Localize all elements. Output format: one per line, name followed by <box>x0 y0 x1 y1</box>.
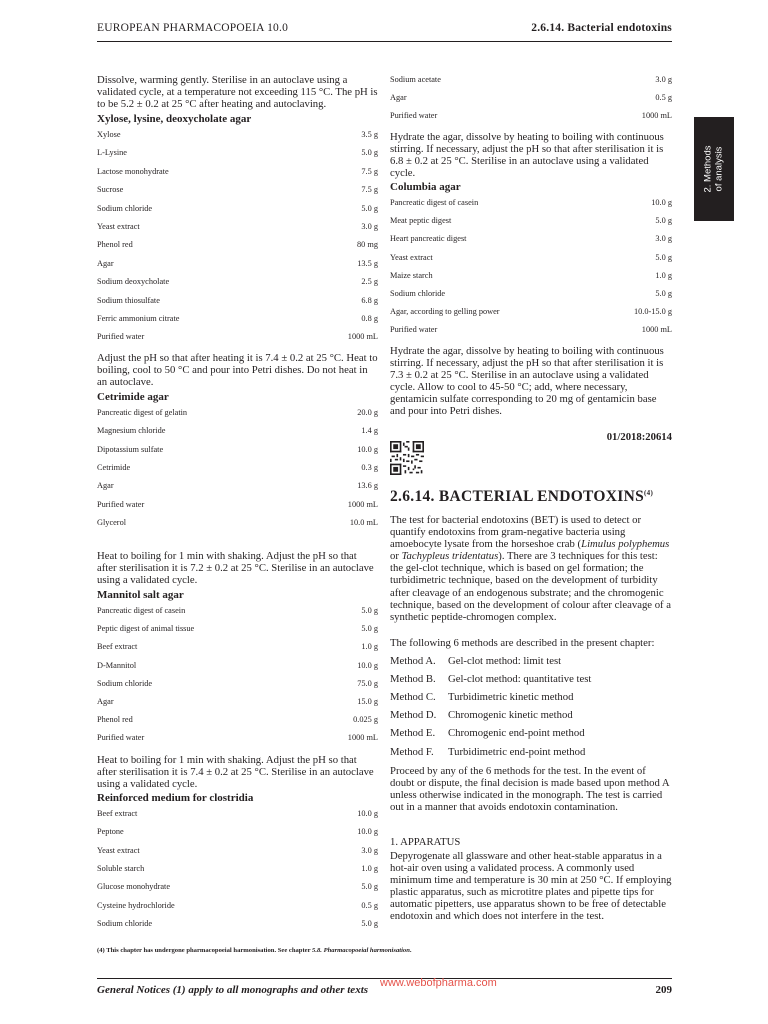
mannitol-salt-agar-heading: Mannitol salt agar <box>97 589 184 601</box>
mannitol-salt-agar-note: Heat to boiling for 1 min with shaking. Adjust the pH so that after sterilisation it is 7.4 ± 0.2 at 25 °C. Sterilise in an autoclave using a validated cycle. <box>97 754 374 791</box>
method-label: Method E. <box>390 727 436 740</box>
ingredient-name: Beef extract <box>97 642 138 652</box>
ingredient-amount: 0.5 g <box>361 900 378 910</box>
xld-agar-note: Adjust the pH so that after heating it is 7.4 ± 0.2 at 25 °C. Heat to boiling, cool to 50 °C and pour into Petri dishes. Do not heat in an autoclave. <box>97 352 378 389</box>
ingredient-amount: 15.0 g <box>357 697 378 706</box>
ingredient-amount: 1.0 g <box>361 642 378 652</box>
ingredient-amount: 10.0 g <box>357 660 378 670</box>
ingredient-amount: 1000 mL <box>641 111 672 121</box>
ingredient-name: Xylose <box>97 130 121 139</box>
general-notices-footer: General Notices (1) apply to all monographs and other texts <box>97 984 369 996</box>
columbia-agar-heading: Columbia agar <box>390 181 461 193</box>
ingredient-name: Purified water <box>390 325 438 335</box>
ingredient-amount: 5.0 g <box>361 918 378 928</box>
ingredient-name: Yeast extract <box>390 252 433 262</box>
section-side-tab <box>694 117 734 221</box>
ingredient-name: Phenol red <box>97 715 133 725</box>
ingredient-name: Yeast extract <box>97 222 140 231</box>
clostridia-medium-heading: Reinforced medium for clostridia <box>97 792 254 804</box>
ingredient-name: Maize starch <box>390 270 433 280</box>
ingredient-name: Dipotassium sulfate <box>97 444 164 454</box>
ingredient-name: Peptone <box>97 827 124 837</box>
ingredient-amount: 0.8 g <box>361 314 378 323</box>
ingredient-name: Yeast extract <box>97 845 140 855</box>
ingredient-name: Soluble starch <box>97 863 145 873</box>
ingredient-amount: 5.0 g <box>361 148 378 158</box>
chapter-footnote: (4) This chapter has undergone pharmacopoeial harmonisation. See chapter 5.8. Pharmacopoeial harmonisation. <box>97 947 412 954</box>
ingredient-amount: 75.0 g <box>357 678 378 688</box>
ingredient-amount: 0.5 g <box>655 93 672 103</box>
ingredient-name: Pancreatic digest of casein <box>390 198 479 207</box>
ingredient-amount: 7.5 g <box>361 166 378 176</box>
ingredient-amount: 10.0 g <box>651 198 672 207</box>
intro-paragraph: Dissolve, warming gently. Sterilise in an autoclave using a validated cycle, at a temperature not exceeding 115 °C. The pH is to be 5.2 ± 0.2 at 25 °C after heating and autoclaving. <box>97 74 378 111</box>
running-header <box>97 22 672 38</box>
ingredient-amount: 2.5 g <box>361 277 378 287</box>
proceed-paragraph: Proceed by any of the 6 methods for the test. In the event of doubt or dispute, the final decision is made based upon method A unless otherwise indicated in the monograph. The test is carried out in a manner that avoids endotoxin contamination. <box>390 765 670 814</box>
ingredient-name: Sucrose <box>97 185 124 195</box>
ingredient-name: Agar <box>390 93 407 103</box>
ingredient-amount: 1.0 g <box>655 270 672 280</box>
ingredient-name: Phenol red <box>97 240 133 250</box>
method-label: Method F. <box>390 745 434 758</box>
ingredient-amount: 1000 mL <box>347 499 378 509</box>
bet-intro-paragraph: The test for bacterial endotoxins (BET) is used to detect or quantify endotoxins from gram-negative bacteria using amoebocyte lysate from the horseshoe crab (Limulus polyphemus or Tachypleus tridentatus). There are 3 techniques for this test: the gel-clot technique, which is based on gel formation; the turbidimetric technique, based on the development of turbidity after cleavage of an endogenous substrate; and the chromogenic technique, based on the development of colour after cleavage of a synthetic peptide-chromogen complex. <box>390 514 672 623</box>
ingredient-amount: 13.5 g <box>357 258 378 268</box>
header-rule <box>97 41 672 42</box>
ingredient-name: Sodium chloride <box>97 203 153 213</box>
ingredient-name: Ferric ammonium citrate <box>97 314 180 323</box>
method-description: Gel-clot method: limit test <box>448 655 562 667</box>
ingredient-name: Purified water <box>390 111 438 121</box>
ingredient-amount: 6.8 g <box>361 295 378 305</box>
ingredient-amount: 1000 mL <box>641 325 672 335</box>
ingredient-name: Sodium deoxycholate <box>97 277 170 287</box>
ingredient-name: Agar, according to gelling power <box>390 307 500 317</box>
method-label: Method C. <box>390 691 436 704</box>
xld-agar-heading: Xylose, lysine, deoxycholate agar <box>97 113 252 125</box>
ingredient-amount: 20.0 g <box>357 408 378 417</box>
ingredient-amount: 3.0 g <box>655 234 672 244</box>
method-label: Method D. <box>390 709 437 722</box>
ingredient-amount: 0.025 g <box>353 715 378 725</box>
ingredient-name: Agar <box>97 697 114 706</box>
ingredient-amount: 1.0 g <box>361 863 378 873</box>
ingredient-name: Beef extract <box>97 809 138 818</box>
ingredient-name: Cetrimide <box>97 462 131 472</box>
ingredient-amount: 5.0 g <box>361 624 378 634</box>
section-title: 2.6.14. BACTERIAL ENDOTOXINS$^{(4)}$ <box>390 488 654 505</box>
publication-title: EUROPEAN PHARMACOPOEIA 10.0 <box>97 22 289 34</box>
method-description: Chromogenic end-point method <box>448 727 585 740</box>
ingredient-amount: 3.0 g <box>655 75 672 84</box>
ingredient-amount: 10.0 g <box>357 827 378 837</box>
cetrimide-agar-note: Heat to boiling for 1 min with shaking. Adjust the pH so that after sterilisation it is 7.2 ± 0.2 at 25 °C. Sterilise in an autoclave using a validated cycle. <box>97 550 374 587</box>
ingredient-amount: 5.0 g <box>361 203 378 213</box>
qr-code-icon <box>390 441 424 475</box>
ingredient-amount: 5.0 g <box>655 252 672 262</box>
ingredient-name: Magnesium chloride <box>97 426 166 436</box>
ingredient-name: Pancreatic digest of gelatin <box>97 408 188 417</box>
ingredient-amount: 10.0 g <box>357 809 378 818</box>
ingredient-name: Glycerol <box>97 517 127 527</box>
ingredient-amount: 3.0 g <box>361 845 378 855</box>
ingredient-amount: 10.0 mL <box>349 517 378 527</box>
ingredient-amount: 3.0 g <box>361 222 378 231</box>
method-description: Gel-clot method: quantitative test <box>448 673 592 686</box>
ingredient-name: Purified water <box>97 332 145 342</box>
monograph-reference-code: 01/2018:20614 <box>606 431 672 443</box>
method-label: Method B. <box>390 673 436 686</box>
ingredient-name: Cysteine hydrochloride <box>97 900 175 910</box>
ingredient-amount: 10.0 g <box>357 444 378 454</box>
side-tab-label: 2. Methods of analysis <box>702 145 724 193</box>
ingredient-amount: 5.0 g <box>361 606 378 615</box>
page-number: 209 <box>655 984 672 996</box>
ingredient-name: Purified water <box>97 733 145 743</box>
ingredient-amount: 5.0 g <box>655 216 672 226</box>
apparatus-paragraph: Depyrogenate all glassware and other heat-stable apparatus in a hot-air oven using a validated process. A commonly used minimum time and temperature is 30 min at 250 °C. If employing plastic apparatus, such as microtitre plates and pipette tips for automatic pipetters, use apparatus shown to be free of detectable endotoxin and which does not interfere in the test. <box>390 850 672 923</box>
ingredient-amount: 5.0 g <box>655 289 672 298</box>
method-label: Method A. <box>390 655 436 667</box>
ingredient-amount: 1000 mL <box>347 733 378 743</box>
footnote-marker: (4) <box>644 489 654 497</box>
ingredient-name: Agar <box>97 258 114 268</box>
columbia-agar-note: Hydrate the agar, dissolve by heating to boiling with continuous stirring. If necessary, adjust the pH so that after sterilisation it is 7.3 ± 0.2 at 25 °C. Sterilise in an autoclave using a validated cycle. Allow to cool to 45-50 °C; add, where necessary, gentamicin sulfate corresponding to 20 mg of gentamicin base and pour into Petri dishes. <box>390 345 664 418</box>
ingredient-amount: 80 mg <box>357 240 378 250</box>
ingredient-name: L-Lysine <box>97 148 127 158</box>
ingredient-name: Sodium chloride <box>390 289 446 298</box>
ingredient-name: Sodium thiosulfate <box>97 295 160 305</box>
apparatus-heading: 1. APPARATUS <box>390 836 461 848</box>
ingredient-name: Agar <box>97 481 114 491</box>
cetrimide-agar-heading: Cetrimide agar <box>97 391 169 403</box>
ingredient-name: D-Mannitol <box>97 660 137 670</box>
ingredient-name: Lactose monohydrate <box>97 166 169 176</box>
ingredient-name: Purified water <box>97 499 145 509</box>
ingredient-name: Sodium acetate <box>390 75 441 84</box>
ingredient-amount: 3.5 g <box>361 130 378 139</box>
ingredient-name: Meat peptic digest <box>390 216 452 226</box>
ingredient-name: Sodium chloride <box>97 918 153 928</box>
method-description: Chromogenic kinetic method <box>448 709 573 722</box>
ingredient-amount: 5.0 g <box>361 882 378 892</box>
methods-intro: The following 6 methods are described in the present chapter: <box>390 637 655 649</box>
ingredient-name: Peptic digest of animal tissue <box>97 624 195 634</box>
ingredient-amount: 0.3 g <box>361 462 378 472</box>
continued-medium-note: Hydrate the agar, dissolve by heating to boiling with continuous stirring. If necessary, adjust the pH so that after sterilisation it is 6.8 ± 0.2 at 25 °C. Sterilise in an autoclave using a validated cycle. <box>390 131 664 180</box>
method-description: Turbidimetric end-point method <box>448 745 586 758</box>
ingredient-name: Sodium chloride <box>97 678 153 688</box>
ingredient-amount: 7.5 g <box>361 185 378 195</box>
ingredient-name: Heart pancreatic digest <box>390 234 467 244</box>
ingredient-amount: 13.6 g <box>357 481 378 491</box>
website-watermark: www.webofpharma.com <box>380 977 497 989</box>
ingredient-amount: 1000 mL <box>347 332 378 342</box>
ingredient-amount: 10.0-15.0 g <box>633 307 672 317</box>
method-description: Turbidimetric kinetic method <box>448 691 574 704</box>
ingredient-amount: 1.4 g <box>361 426 378 436</box>
ingredient-name: Glucose monohydrate <box>97 882 171 892</box>
ingredient-name: Pancreatic digest of casein <box>97 606 186 615</box>
chapter-title: 2.6.14. Bacterial endotoxins <box>531 22 672 34</box>
